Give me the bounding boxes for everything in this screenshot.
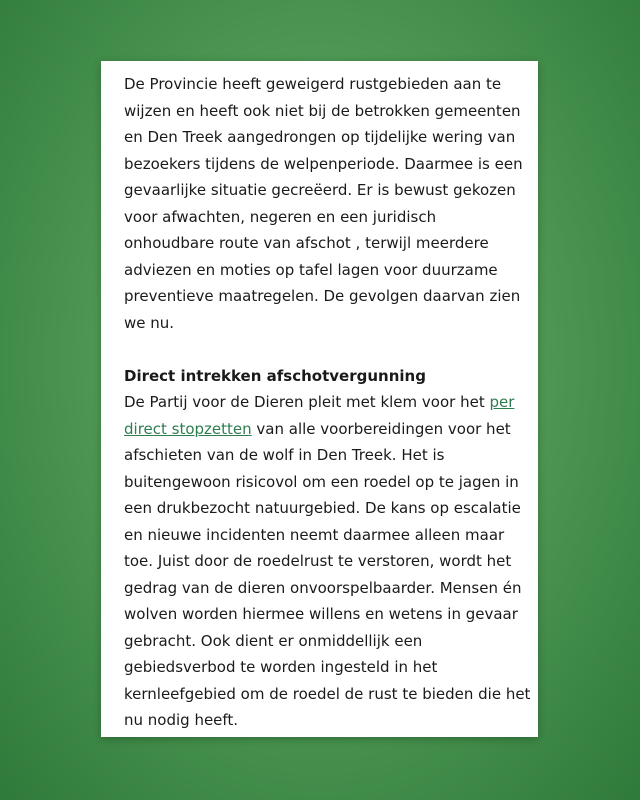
section-heading: Direct intrekken afschotvergunning	[124, 366, 426, 385]
paragraph-line: en nieuwe incidenten neemt daarmee alleen maar	[124, 525, 505, 544]
paragraph-line: bezoekers tijdens de welpenperiode. Daarmee is een	[124, 154, 523, 173]
paragraph-line: gedrag van de dieren onvoorspelbaarder. Mensen én	[124, 578, 522, 597]
paragraph-line: gevaarlijke situatie gecreëerd. Er is bewust gekozen	[124, 181, 516, 199]
paragraph-line: gebracht. Ook dient er onmiddellijk een	[124, 631, 423, 650]
paragraph-line: adviezen en moties op tafel lagen voor duurzame	[124, 260, 498, 279]
paragraph-line: toe. Juist door de roedelrust te verstoren, wordt het	[124, 552, 512, 570]
paragraph-line: buitengewoon risicovol om een roedel op te jagen in	[124, 472, 519, 491]
paragraph-line: en Den Treek aangedrongen op tijdelijke wering van	[124, 128, 516, 146]
paragraph-line: preventieve maatregelen. De gevolgen daarvan zien	[124, 287, 521, 305]
paragraph-line: De Provincie heeft geweigerd rustgebieden aan te	[124, 75, 502, 93]
paragraph-2	[124, 389, 531, 734]
paragraph-line: nu nodig heeft.	[124, 711, 239, 729]
paragraph-line: wijzen en heeft ook niet bij de betrokken gemeenten	[124, 101, 521, 120]
paragraph-line: voor afwachten, negeren en een juridisch	[124, 207, 437, 226]
paragraph-spacer	[124, 336, 518, 363]
paragraph-text: van alle voorbereidingen voor het	[251, 419, 511, 438]
stop-link[interactable]: per	[489, 393, 515, 411]
paragraph-line: een drukbezocht natuurgebied. De kans op escalatie	[124, 499, 521, 517]
paragraph-1	[124, 71, 523, 336]
paragraph-line: we nu.	[124, 313, 175, 332]
paragraph-line	[124, 389, 518, 416]
paragraph-line: kernleefgebied om de roedel de rust te bieden die het	[124, 684, 531, 703]
paragraph-line: gebiedsverbod te worden ingesteld in het	[124, 658, 438, 676]
article-card	[101, 61, 538, 737]
paragraph-text: De Partij voor de Dieren pleit met klem voor het	[124, 393, 490, 411]
paragraph-line: wolven worden hiermee willens en wetens in gevaar	[124, 605, 518, 623]
paragraph-line	[124, 416, 518, 443]
article-body	[124, 71, 531, 734]
paragraph-line: onhoudbare route van afschot , terwijl meerdere	[124, 234, 489, 252]
paragraph-line: afschieten van de wolf in Den Treek. Het is	[124, 446, 445, 464]
stop-link-continued[interactable]: direct stopzetten	[124, 419, 252, 438]
